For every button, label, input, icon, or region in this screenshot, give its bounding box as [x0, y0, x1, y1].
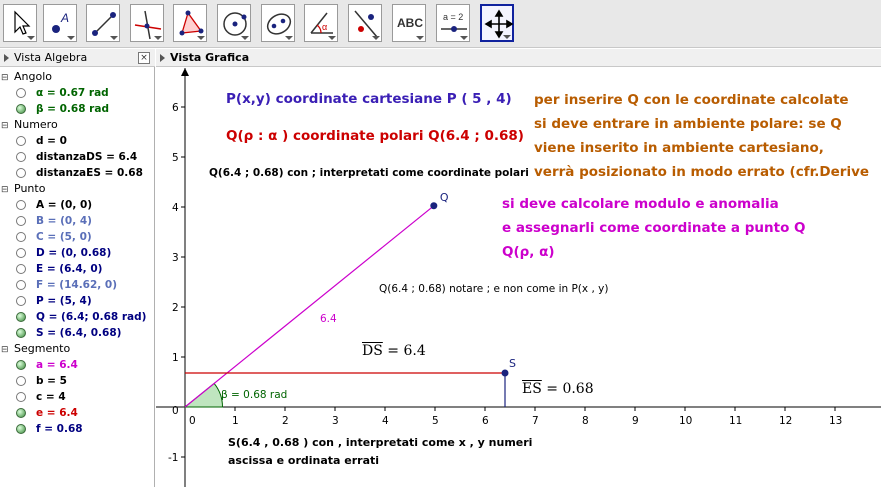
algebra-object-text: f = 0.68 [36, 423, 83, 435]
orange-note-line-2: si deve entrare in ambiente polare: se Q [534, 116, 842, 132]
graphics-view[interactable] [156, 49, 881, 487]
x-tick-label: 2 [282, 415, 289, 427]
toolbar [0, 0, 881, 48]
algebra-object-text: e = 6.4 [36, 407, 78, 419]
x-tick-label: 3 [332, 415, 339, 427]
algebra-object-row[interactable] [0, 133, 155, 149]
orange-note-line-4: verrà posizionato in modo errato (cfr.Derive [534, 164, 870, 180]
algebra-object-text: P = (5, 4) [36, 295, 92, 307]
category-label: Angolo [14, 70, 52, 83]
category-angolo[interactable] [0, 69, 155, 85]
algebra-object-row[interactable] [0, 165, 155, 181]
x-tick-label: 12 [779, 415, 793, 427]
algebra-object-row[interactable] [0, 293, 155, 309]
segment-tool[interactable] [86, 4, 120, 42]
algebra-object-text: B = (0, 4) [36, 215, 92, 227]
algebra-object-row[interactable] [0, 197, 155, 213]
category-segmento[interactable] [0, 341, 155, 357]
ds-value: = 6.4 [382, 343, 426, 359]
cartesian-text: P(x,y) coordinate cartesiane P ( 5 , 4) [226, 91, 512, 107]
algebra-object-row[interactable] [0, 309, 155, 325]
algebra-object-text: b = 5 [36, 375, 67, 387]
angle-beta-label: β = 0.68 rad [221, 389, 288, 401]
algebra-object-row[interactable] [0, 85, 155, 101]
visibility-toggle-icon[interactable] [16, 392, 26, 402]
x-tick-label: 13 [829, 415, 843, 427]
collapse-node-icon[interactable]: ⊟ [1, 121, 9, 131]
algebra-object-text: a = 6.4 [36, 359, 78, 371]
visibility-toggle-icon[interactable] [16, 264, 26, 274]
collapse-arrow-icon[interactable] [4, 54, 9, 62]
x-tick-label: 4 [382, 415, 389, 427]
x-tick-label: 5 [432, 415, 439, 427]
algebra-object-row[interactable] [0, 229, 155, 245]
circle-tool[interactable] [217, 4, 251, 42]
es-value: = 0.68 [541, 381, 594, 397]
algebra-object-row[interactable] [0, 405, 155, 421]
slider-tool[interactable] [436, 4, 470, 42]
visibility-toggle-icon[interactable] [16, 136, 26, 146]
visibility-toggle-icon[interactable] [16, 232, 26, 242]
polygon-tool[interactable] [173, 4, 207, 42]
algebra-object-text: E = (6.4, 0) [36, 263, 103, 275]
algebra-object-row[interactable] [0, 277, 155, 293]
x-tick-label: 7 [532, 415, 539, 427]
algebra-view [0, 49, 155, 487]
orange-note-line-1: per inserire Q con le coordinate calcolate [534, 92, 849, 108]
algebra-object-row[interactable] [0, 149, 155, 165]
perpendicular-tool[interactable] [130, 4, 164, 42]
visibility-toggle-icon[interactable] [16, 328, 26, 338]
algebra-object-row[interactable] [0, 245, 155, 261]
magenta-note-line-2: e assegnarli come coordinate a punto Q [502, 220, 806, 236]
algebra-object-row[interactable] [0, 373, 155, 389]
algebra-object-row[interactable] [0, 325, 155, 341]
reflect-tool[interactable] [348, 4, 382, 42]
magenta-note-line-1: si deve calcolare modulo e anomalia [502, 196, 779, 212]
visibility-toggle-icon[interactable] [16, 312, 26, 322]
s-interpreted-line-2: ascissa e ordinata errati [228, 454, 380, 467]
algebra-object-row[interactable] [0, 213, 155, 229]
algebra-object-text: C = (5, 0) [36, 231, 92, 243]
algebra-object-text: c = 4 [36, 391, 66, 403]
y-tick-label: 2 [172, 302, 179, 314]
slider-tool-label: a = 2 [443, 12, 464, 22]
algebra-view-header [0, 49, 155, 67]
y-tick-label: 6 [172, 102, 179, 114]
collapse-node-icon[interactable]: ⊟ [1, 185, 9, 195]
visibility-toggle-icon[interactable] [16, 360, 26, 370]
x-tick-label: 10 [679, 415, 693, 427]
x-tick-label: 0 [189, 415, 196, 427]
collapse-node-icon[interactable]: ⊟ [1, 345, 9, 355]
point-s-label: S [509, 357, 516, 370]
move-tool[interactable] [3, 4, 37, 42]
x-tick-label: 1 [232, 415, 239, 427]
visibility-toggle-icon[interactable] [16, 424, 26, 434]
orange-note-line-3: viene inserito in ambiente cartesiano, [534, 140, 824, 156]
algebra-object-text: d = 0 [36, 135, 67, 147]
algebra-view-title: Vista Algebra [14, 51, 88, 64]
y-tick-label: 1 [172, 352, 179, 364]
visibility-toggle-icon[interactable] [16, 248, 26, 258]
category-label: Punto [14, 182, 46, 195]
category-label: Segmento [14, 342, 71, 355]
visibility-toggle-icon[interactable] [16, 408, 26, 418]
text-icon: ABC [397, 16, 423, 30]
x-tick-label: 8 [582, 415, 589, 427]
q-interpreted-text: Q(6.4 ; 0.68) con ; interpretati come coordinate polari [209, 167, 529, 179]
ds-distance-text [362, 343, 426, 359]
x-tick-label: 11 [729, 415, 743, 427]
x-tick-label: 9 [632, 415, 639, 427]
visibility-toggle-icon[interactable] [16, 280, 26, 290]
point-q-label: Q [439, 190, 449, 204]
category-label: Numero [14, 118, 58, 131]
algebra-object-text: S = (6.4, 0.68) [36, 327, 122, 339]
algebra-object-text: distanzaDS = 6.4 [36, 151, 138, 163]
algebra-object-text: α = 0.67 rad [36, 87, 109, 99]
close-algebra-button[interactable]: × [138, 52, 150, 64]
notare-text: Q(6.4 ; 0.68) notare ; e non come in P(x , y) [379, 283, 609, 295]
angle-tool[interactable] [304, 4, 338, 42]
text-tool[interactable] [392, 4, 426, 42]
y-tick-label: 3 [172, 252, 179, 264]
s-interpreted-line-1: S(6.4 , 0.68 ) con , interpretati come x , y numeri [228, 436, 533, 449]
polar-text: Q(ρ : α ) coordinate polari Q(6.4 ; 0.68) [226, 128, 524, 144]
angle-tool-label: α [322, 22, 328, 32]
algebra-object-text: distanzaES = 0.68 [36, 167, 143, 179]
algebra-object-row[interactable] [0, 101, 155, 117]
es-label: $\overline{ES}$ [522, 381, 542, 397]
visibility-toggle-icon[interactable] [16, 168, 26, 178]
algebra-object-text: Q = (6.4; 0.68 rad) [36, 311, 147, 323]
es-distance-text [522, 381, 594, 397]
algebra-tree [0, 69, 155, 437]
algebra-object-row[interactable] [0, 421, 155, 437]
y-tick-label: 5 [172, 152, 179, 164]
visibility-toggle-icon[interactable] [16, 200, 26, 210]
algebra-object-row[interactable] [0, 357, 155, 373]
ds-label: $\overline{DS}$ [362, 343, 383, 359]
algebra-object-row[interactable] [0, 261, 155, 277]
y-tick-label: 0 [172, 405, 179, 417]
visibility-toggle-icon[interactable] [16, 104, 26, 114]
category-punto[interactable] [0, 181, 155, 197]
category-numero[interactable] [0, 117, 155, 133]
y-tick-label: -1 [168, 452, 179, 464]
algebra-object-text: β = 0.68 rad [36, 103, 109, 115]
visibility-toggle-icon[interactable] [16, 376, 26, 386]
algebra-object-text: F = (14.62, 0) [36, 279, 118, 291]
visibility-toggle-icon[interactable] [16, 296, 26, 306]
move-view-tool[interactable] [480, 4, 514, 42]
segment-a-label: 6.4 [320, 313, 337, 325]
visibility-toggle-icon[interactable] [16, 216, 26, 226]
magenta-note-line-3: Q(ρ, α) [502, 244, 555, 260]
algebra-object-text: A = (0, 0) [36, 199, 93, 211]
point-tool-label: A [61, 11, 70, 25]
algebra-object-row[interactable] [0, 389, 155, 405]
ellipse-tool[interactable] [261, 4, 295, 42]
graphics-view-title: Vista Grafica [170, 51, 250, 64]
collapse-node-icon[interactable]: ⊟ [1, 73, 9, 83]
algebra-object-text: D = (0, 0.68) [36, 247, 112, 259]
point-tool[interactable] [43, 4, 77, 42]
visibility-toggle-icon[interactable] [16, 152, 26, 162]
y-tick-label: 4 [172, 202, 179, 214]
visibility-toggle-icon[interactable] [16, 88, 26, 98]
x-tick-label: 6 [482, 415, 489, 427]
